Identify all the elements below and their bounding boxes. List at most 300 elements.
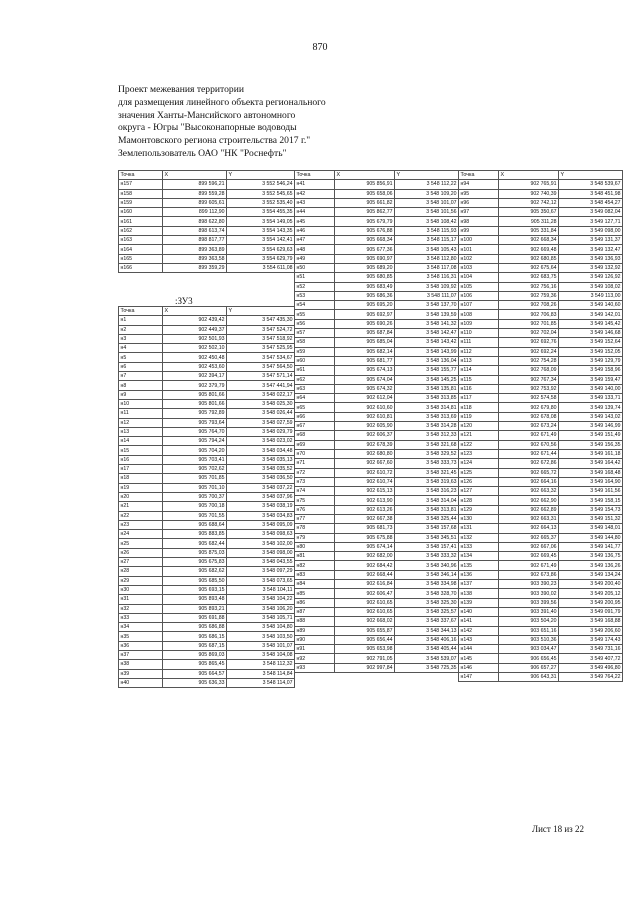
x-cell: 902 671,49: [499, 561, 559, 570]
y-cell: 3 554 611,08: [227, 263, 295, 272]
x-cell: 905 686,15: [163, 632, 227, 641]
table-row: [295, 598, 459, 607]
y-cell: 3 549 146,68: [559, 329, 623, 338]
point-cell: н79: [295, 533, 335, 542]
point-cell: н11: [119, 409, 163, 418]
table-row: [295, 663, 459, 672]
point-cell: н51: [295, 273, 335, 282]
point-cell: н102: [459, 254, 499, 263]
x-cell: 899 112,90: [163, 208, 227, 217]
point-cell: н23: [119, 520, 163, 529]
y-cell: 3 548 345,51: [395, 533, 459, 542]
table-row: [119, 180, 295, 189]
table-row: [295, 263, 459, 272]
column-header-x: X: [163, 171, 227, 180]
table-row: [459, 487, 623, 496]
x-cell: 902 668,44: [335, 570, 395, 579]
y-cell: 3 549 158,96: [559, 366, 623, 375]
table-row: [459, 542, 623, 551]
x-cell: 905 675,88: [335, 533, 395, 542]
y-cell: 3 549 132,47: [559, 245, 623, 254]
table-row: [295, 626, 459, 635]
x-cell: 905 674,04: [335, 375, 395, 384]
y-cell: 3 549 142,01: [559, 310, 623, 319]
point-cell: н142: [459, 626, 499, 635]
point-cell: н32: [119, 604, 163, 613]
point-cell: н50: [295, 263, 335, 272]
y-cell: 3 548 333,73: [395, 459, 459, 468]
x-cell: 902 606,37: [335, 431, 395, 440]
point-cell: н19: [119, 483, 163, 492]
y-cell: 3 548 114,84: [227, 669, 295, 678]
point-cell: н118: [459, 403, 499, 412]
table-row: [295, 431, 459, 440]
table-row: [295, 366, 459, 375]
table-row: [295, 487, 459, 496]
column-header-x: X: [335, 171, 395, 180]
x-cell: 902 673,24: [499, 422, 559, 431]
point-cell: н57: [295, 329, 335, 338]
table-row: [295, 384, 459, 393]
point-cell: н47: [295, 236, 335, 245]
point-cell: н82: [295, 561, 335, 570]
y-cell: 3 548 313,69: [395, 412, 459, 421]
y-cell: 3 547 524,72: [227, 325, 295, 334]
y-cell: 3 548 337,67: [395, 617, 459, 626]
table-row: [119, 530, 295, 539]
y-cell: 3 548 104,08: [227, 650, 295, 659]
table-row: [295, 496, 459, 505]
point-cell: н17: [119, 465, 163, 474]
point-cell: н35: [119, 632, 163, 641]
table-row: [459, 635, 623, 644]
point-cell: н99: [459, 226, 499, 235]
table-row: [119, 567, 295, 576]
point-cell: н120: [459, 422, 499, 431]
point-cell: н145: [459, 654, 499, 663]
table-row: [119, 632, 295, 641]
point-cell: н166: [119, 263, 163, 272]
y-cell: 3 549 152,05: [559, 347, 623, 356]
y-cell: 3 548 104,22: [227, 595, 295, 604]
table-row: [295, 282, 459, 291]
table-row: [459, 514, 623, 523]
x-cell: 905 686,88: [163, 623, 227, 632]
table-row: [459, 384, 623, 393]
table-row: [295, 273, 459, 282]
point-cell: н119: [459, 412, 499, 421]
point-cell: н130: [459, 514, 499, 523]
table-row: [119, 474, 295, 483]
x-cell: 905 656,44: [335, 635, 395, 644]
x-cell: 905 764,70: [163, 427, 227, 436]
x-cell: 905 676,88: [335, 226, 395, 235]
coordinates-table-b: [118, 306, 295, 688]
y-cell: 3 549 200,40: [559, 580, 623, 589]
table-row: [119, 613, 295, 622]
table-row: [119, 576, 295, 585]
table-row: [295, 449, 459, 458]
table-row: [119, 189, 295, 198]
x-cell: 903 651,16: [499, 626, 559, 635]
table-row: [295, 422, 459, 431]
table-row: [459, 226, 623, 235]
y-cell: 3 548 328,70: [395, 589, 459, 598]
table-row: [459, 329, 623, 338]
x-cell: 905 883,85: [163, 530, 227, 539]
table-row: [459, 617, 623, 626]
x-cell: 899 559,28: [163, 189, 227, 198]
point-cell: н141: [459, 617, 499, 626]
x-cell: 903 390,02: [499, 589, 559, 598]
table-row: [459, 282, 623, 291]
table-row: [119, 595, 295, 604]
y-cell: 3 549 764,22: [559, 673, 623, 682]
point-cell: н117: [459, 394, 499, 403]
point-cell: н140: [459, 607, 499, 616]
point-cell: н56: [295, 319, 335, 328]
x-cell: 902 765,91: [499, 180, 559, 189]
point-cell: н70: [295, 449, 335, 458]
table-row: [459, 477, 623, 486]
land-plot-label: :ЗУ3: [175, 296, 193, 306]
heading-line: для размещения линейного объекта регионального: [118, 96, 326, 108]
y-cell: 3 548 454,27: [559, 198, 623, 207]
y-cell: 3 548 112,32: [227, 660, 295, 669]
x-cell: 905 674,32: [335, 384, 395, 393]
x-cell: 902 615,13: [335, 487, 395, 496]
table-row: [119, 418, 295, 427]
x-cell: 905 674,14: [335, 542, 395, 551]
y-cell: 3 549 731,16: [559, 645, 623, 654]
y-cell: 3 549 168,88: [559, 617, 623, 626]
table-row: [459, 338, 623, 347]
point-cell: н18: [119, 474, 163, 483]
table-row: [295, 236, 459, 245]
column-header-point: Точка: [119, 307, 163, 316]
x-cell: 905 668,34: [335, 236, 395, 245]
y-cell: 3 549 156,35: [559, 440, 623, 449]
coordinates-table-d: [458, 170, 623, 682]
table-row: [295, 654, 459, 663]
point-cell: н160: [119, 208, 163, 217]
x-cell: 902 684,42: [335, 561, 395, 570]
point-cell: н31: [119, 595, 163, 604]
point-cell: н89: [295, 626, 335, 635]
table-row: [459, 431, 623, 440]
point-cell: н132: [459, 533, 499, 542]
y-cell: 3 548 105,43: [395, 245, 459, 254]
y-cell: 3 552 535,40: [227, 198, 295, 207]
x-cell: 902 664,13: [499, 524, 559, 533]
table-row: [459, 198, 623, 207]
table-row: [119, 198, 295, 207]
x-cell: 903 399,56: [499, 598, 559, 607]
x-cell: 905 690,97: [335, 254, 395, 263]
table-row: [459, 580, 623, 589]
point-cell: н107: [459, 301, 499, 310]
y-cell: 3 554 142,41: [227, 236, 295, 245]
column-header-x: X: [499, 171, 559, 180]
y-cell: 3 548 108,42: [395, 217, 459, 226]
x-cell: 905 682,14: [335, 347, 395, 356]
point-cell: н78: [295, 524, 335, 533]
point-cell: н158: [119, 189, 163, 198]
y-cell: 3 554 629,63: [227, 245, 295, 254]
point-cell: н9: [119, 390, 163, 399]
table-row: [459, 589, 623, 598]
table-row: [119, 254, 295, 263]
y-cell: 3 548 539,07: [395, 654, 459, 663]
point-cell: н34: [119, 623, 163, 632]
y-cell: 3 548 346,14: [395, 570, 459, 579]
point-cell: н135: [459, 561, 499, 570]
point-cell: н104: [459, 273, 499, 282]
x-cell: 905 685,04: [335, 338, 395, 347]
point-cell: н85: [295, 589, 335, 598]
x-cell: 905 701,55: [163, 511, 227, 520]
y-cell: 3 548 725,35: [395, 663, 459, 672]
table-row: [295, 226, 459, 235]
y-cell: 3 549 146,99: [559, 422, 623, 431]
x-cell: 902 450,48: [163, 353, 227, 362]
y-cell: 3 548 313,85: [395, 394, 459, 403]
x-cell: 902 753,92: [499, 384, 559, 393]
table-row: [459, 301, 623, 310]
y-cell: 3 548 157,41: [395, 542, 459, 551]
table-row: [295, 617, 459, 626]
table-row: [119, 641, 295, 650]
x-cell: 905 682,62: [163, 567, 227, 576]
x-cell: 905 674,13: [335, 366, 395, 375]
point-cell: н95: [459, 189, 499, 198]
y-cell: 3 548 098,63: [227, 530, 295, 539]
x-cell: 905 700,37: [163, 492, 227, 501]
x-cell: 902 692,24: [499, 347, 559, 356]
x-cell: 905 704,20: [163, 446, 227, 455]
x-cell: 902 680,85: [499, 254, 559, 263]
x-cell: 898 613,74: [163, 226, 227, 235]
x-cell: 905 682,44: [163, 539, 227, 548]
table-row: [119, 678, 295, 687]
point-cell: н164: [119, 245, 163, 254]
x-cell: 905 875,03: [163, 548, 227, 557]
y-cell: 3 548 319,63: [395, 477, 459, 486]
x-cell: 902 610,65: [335, 598, 395, 607]
x-cell: 905 687,15: [163, 641, 227, 650]
point-cell: н20: [119, 492, 163, 501]
table-row: [119, 520, 295, 529]
point-cell: н124: [459, 459, 499, 468]
table-row: [119, 548, 295, 557]
table-row: [295, 329, 459, 338]
y-cell: 3 549 127,71: [559, 217, 623, 226]
table-row: [119, 362, 295, 371]
table-row: [295, 394, 459, 403]
x-cell: 905 801,66: [163, 390, 227, 399]
point-cell: н136: [459, 570, 499, 579]
point-cell: н137: [459, 580, 499, 589]
point-cell: н93: [295, 663, 335, 672]
x-cell: 905 680,85: [335, 273, 395, 282]
x-cell: 902 665,37: [499, 533, 559, 542]
y-cell: 3 548 111,07: [395, 291, 459, 300]
table-row: [119, 263, 295, 272]
x-cell: 906 657,27: [499, 663, 559, 672]
point-cell: н22: [119, 511, 163, 520]
x-cell: 905 679,79: [335, 217, 395, 226]
x-cell: 902 605,90: [335, 422, 395, 431]
x-cell: 905 687,84: [335, 329, 395, 338]
y-cell: 3 549 113,00: [559, 291, 623, 300]
x-cell: 905 701,10: [163, 483, 227, 492]
table-row: [295, 580, 459, 589]
y-cell: 3 548 043,55: [227, 558, 295, 567]
y-cell: 3 548 112,22: [395, 180, 459, 189]
x-cell: 905 331,84: [499, 226, 559, 235]
table-row: [295, 477, 459, 486]
table-row: [459, 561, 623, 570]
x-cell: 905 691,88: [163, 613, 227, 622]
point-cell: н91: [295, 645, 335, 654]
x-cell: 905 664,57: [163, 669, 227, 678]
point-cell: н60: [295, 356, 335, 365]
y-cell: 3 549 129,79: [559, 356, 623, 365]
y-cell: 3 548 321,68: [395, 440, 459, 449]
table-row: [459, 524, 623, 533]
point-cell: н92: [295, 654, 335, 663]
point-cell: н96: [459, 198, 499, 207]
point-cell: н129: [459, 505, 499, 514]
point-cell: н146: [459, 663, 499, 672]
x-cell: 905 794,24: [163, 437, 227, 446]
x-cell: 902 610,81: [335, 412, 395, 421]
x-cell: 903 504,20: [499, 617, 559, 626]
y-cell: 3 548 038,19: [227, 502, 295, 511]
table-row: [119, 344, 295, 353]
x-cell: 905 862,77: [335, 208, 395, 217]
point-cell: н157: [119, 180, 163, 189]
y-cell: 3 548 142,47: [395, 329, 459, 338]
table-row: [119, 372, 295, 381]
x-cell: 905 681,77: [335, 356, 395, 365]
x-cell: 905 675,83: [163, 558, 227, 567]
point-cell: н42: [295, 189, 335, 198]
point-cell: н139: [459, 598, 499, 607]
x-cell: 902 756,16: [499, 282, 559, 291]
point-cell: н144: [459, 645, 499, 654]
x-cell: 902 669,45: [499, 552, 559, 561]
y-cell: 3 548 406,16: [395, 635, 459, 644]
x-cell: 902 453,60: [163, 362, 227, 371]
heading-line: Землепользователь ОАО "НК "Роснефть": [118, 147, 287, 159]
heading-line: Мамонтовского региона строительства 2017 г.": [118, 135, 311, 147]
point-cell: н81: [295, 552, 335, 561]
x-cell: 905 692,97: [335, 310, 395, 319]
point-cell: н101: [459, 245, 499, 254]
y-cell: 3 548 101,07: [395, 198, 459, 207]
point-cell: н38: [119, 660, 163, 669]
table-row: [295, 208, 459, 217]
point-cell: н125: [459, 468, 499, 477]
x-cell: 902 574,58: [499, 394, 559, 403]
y-cell: 3 549 108,02: [559, 282, 623, 291]
table-row: [295, 459, 459, 468]
table-row: [295, 301, 459, 310]
point-cell: н94: [459, 180, 499, 189]
table-row: [119, 316, 295, 325]
x-cell: 905 893,48: [163, 595, 227, 604]
y-cell: 3 549 159,47: [559, 375, 623, 384]
y-cell: 3 549 143,02: [559, 412, 623, 421]
point-cell: н54: [295, 301, 335, 310]
table-row: [459, 375, 623, 384]
x-cell: 899 363,58: [163, 254, 227, 263]
table-row: [295, 468, 459, 477]
table-row: [119, 623, 295, 632]
point-cell: н75: [295, 496, 335, 505]
y-cell: 3 547 441,94: [227, 381, 295, 390]
y-cell: 3 549 133,71: [559, 394, 623, 403]
point-cell: н58: [295, 338, 335, 347]
x-cell: 905 350,67: [499, 208, 559, 217]
table-row: [119, 465, 295, 474]
y-cell: 3 548 097,29: [227, 567, 295, 576]
y-cell: 3 548 116,31: [395, 273, 459, 282]
point-cell: н106: [459, 291, 499, 300]
x-cell: 903 510,36: [499, 635, 559, 644]
table-row: [119, 208, 295, 217]
y-cell: 3 548 312,33: [395, 431, 459, 440]
x-cell: 905 865,45: [163, 660, 227, 669]
point-cell: н138: [459, 589, 499, 598]
point-cell: н21: [119, 502, 163, 511]
table-row: [295, 589, 459, 598]
x-cell: 905 681,73: [335, 524, 395, 533]
y-cell: 3 548 139,59: [395, 310, 459, 319]
table-row: [119, 437, 295, 446]
point-cell: н24: [119, 530, 163, 539]
y-cell: 3 548 026,44: [227, 409, 295, 418]
table-row: [119, 585, 295, 594]
y-cell: 3 548 340,96: [395, 561, 459, 570]
y-cell: 3 548 325,30: [395, 598, 459, 607]
x-cell: 902 754,28: [499, 356, 559, 365]
column-header-x: X: [163, 307, 227, 316]
table-row: [295, 375, 459, 384]
y-cell: 3 548 451,98: [559, 189, 623, 198]
y-cell: 3 548 137,70: [395, 301, 459, 310]
y-cell: 3 549 158,15: [559, 496, 623, 505]
heading-line: значения Ханты-Мансийского автономного: [118, 109, 296, 121]
table-row: [459, 180, 623, 189]
x-cell: 902 668,34: [499, 236, 559, 245]
x-cell: 905 686,36: [335, 291, 395, 300]
table-row: [459, 291, 623, 300]
table-row: [295, 180, 459, 189]
y-cell: 3 548 095,09: [227, 520, 295, 529]
x-cell: 902 671,44: [499, 449, 559, 458]
table-row: [295, 514, 459, 523]
x-cell: 905 688,64: [163, 520, 227, 529]
x-cell: 905 701,85: [163, 474, 227, 483]
x-cell: 902 759,36: [499, 291, 559, 300]
table-row: [119, 446, 295, 455]
table-row: [119, 604, 295, 613]
table-row: [295, 440, 459, 449]
point-cell: н165: [119, 254, 163, 263]
table-row: [119, 650, 295, 659]
